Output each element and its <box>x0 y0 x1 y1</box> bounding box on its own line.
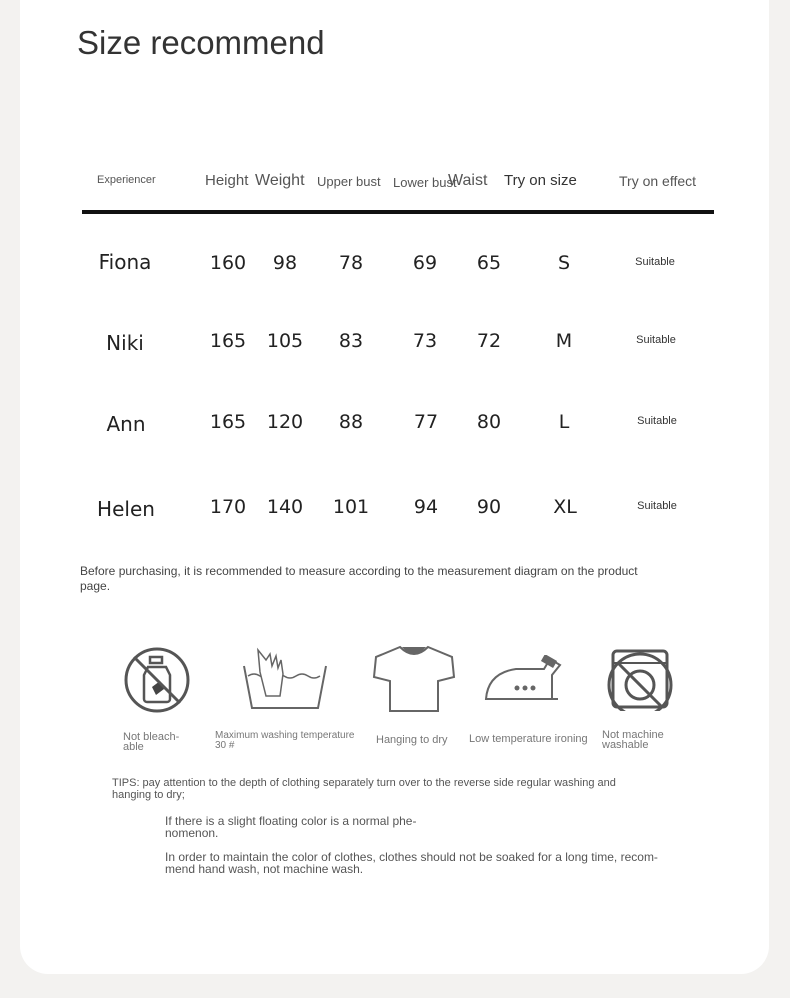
cell-upper-bust: 78 <box>338 252 364 274</box>
measurement-note: Before purchasing, it is recommended to measure according to the measurement diagram on the product page. <box>80 564 638 593</box>
cell-height: 165 <box>209 330 247 352</box>
header-lower-bust: Lower bust <box>393 175 457 190</box>
cell-experiencer: Fiona <box>98 250 152 274</box>
cell-experiencer: Ann <box>106 412 146 436</box>
header-try-on-effect: Try on effect <box>619 173 697 189</box>
cell-upper-bust: 88 <box>338 411 364 433</box>
cell-size: XL <box>553 496 577 518</box>
tips-line: TIPS: pay attention to the depth of clothing separately turn over to the reverse side regular washing and hanging to dry; <box>112 777 616 801</box>
cell-weight: 140 <box>266 496 304 518</box>
cell-experiencer: Helen <box>97 497 155 521</box>
cell-lower-bust: 73 <box>412 330 438 352</box>
cell-effect: Suitable <box>635 256 675 268</box>
header-experiencer: Experiencer <box>97 174 156 186</box>
tips-line: In order to maintain the color of clothes, clothes should not be soaked for a long time, recom-mend hand wash, not machine wash. <box>165 850 658 876</box>
care-label-no-bleach: Not bleach-able <box>123 731 180 753</box>
no-bleach-icon <box>122 645 192 715</box>
cell-lower-bust: 77 <box>413 411 439 433</box>
cell-size: S <box>557 252 571 274</box>
no-machine-wash-icon <box>607 645 673 711</box>
cell-lower-bust: 94 <box>413 496 439 518</box>
cell-lower-bust: 69 <box>412 252 438 274</box>
cell-waist: 65 <box>476 252 502 274</box>
cell-experiencer: Niki <box>106 331 144 355</box>
header-waist: Waist <box>448 172 488 189</box>
header-try-on-size: Try on size <box>504 172 577 189</box>
cell-waist: 90 <box>476 496 502 518</box>
cell-height: 165 <box>209 411 247 433</box>
cell-waist: 72 <box>476 330 502 352</box>
care-label-no-machine-wash: Not machine washable <box>602 729 664 751</box>
care-label-hand-wash: Maximum washing temperature 30 # <box>215 730 355 751</box>
hang-dry-icon <box>372 645 456 713</box>
cell-waist: 80 <box>476 411 502 433</box>
hand-wash-30-icon <box>240 646 330 710</box>
cell-weight: 105 <box>266 330 304 352</box>
tips-line: If there is a slight floating color is a normal phe-nomenon. <box>165 814 417 840</box>
cell-effect: Suitable <box>636 334 676 346</box>
cell-height: 160 <box>209 252 247 274</box>
header-upper-bust: Upper bust <box>317 174 381 189</box>
header-height: Height <box>205 172 249 189</box>
cell-size: L <box>558 411 570 433</box>
cell-weight: 120 <box>266 411 304 433</box>
cell-upper-bust: 101 <box>332 496 370 518</box>
header-divider <box>82 210 714 214</box>
low-temp-iron-icon <box>484 655 562 705</box>
page-title: Size recommend <box>77 24 325 61</box>
cell-height: 170 <box>209 496 247 518</box>
cell-size: M <box>555 330 573 352</box>
care-label-hang-dry: Hanging to dry <box>376 734 448 746</box>
care-label-low-temp-iron: Low temperature ironing <box>469 733 588 745</box>
cell-upper-bust: 83 <box>338 330 364 352</box>
header-weight: Weight <box>255 172 305 189</box>
cell-weight: 98 <box>272 252 298 274</box>
cell-effect: Suitable <box>637 415 677 427</box>
cell-effect: Suitable <box>637 500 677 512</box>
